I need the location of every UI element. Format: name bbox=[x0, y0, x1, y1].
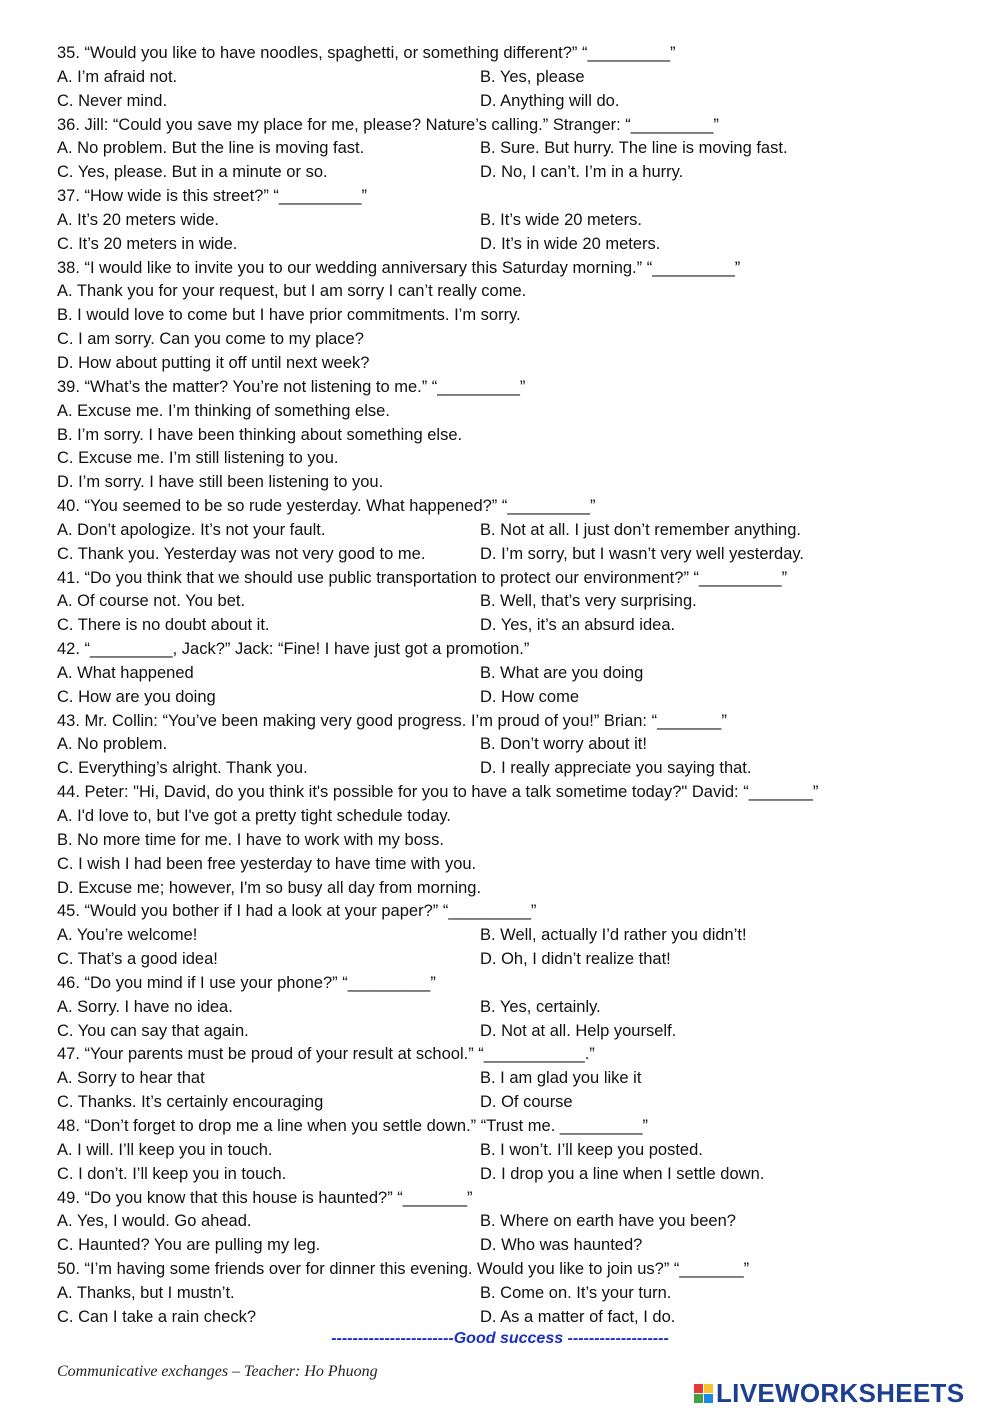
answer-option: D. Excuse me; however, I'm so busy all day from morning. bbox=[57, 878, 482, 897]
option-row bbox=[57, 543, 957, 567]
option-row bbox=[57, 948, 957, 972]
answer-option: A. Yes, I would. Go ahead. bbox=[57, 1212, 252, 1231]
option-row bbox=[57, 733, 957, 757]
answer-option: A. Sorry. I have no idea. bbox=[57, 997, 233, 1016]
option-row bbox=[57, 137, 957, 161]
option-row bbox=[57, 233, 957, 257]
answer-option: C. I am sorry. Can you come to my place? bbox=[57, 330, 364, 349]
option-row bbox=[57, 1210, 957, 1234]
question-stem: 41. “Do you think that we should use public transportation to protect our environment?” “_________” bbox=[57, 568, 788, 587]
answer-option: A. Thanks, but I mustn’t. bbox=[57, 1283, 235, 1302]
answer-option: B. Where on earth have you been? bbox=[480, 1212, 736, 1231]
answer-option: B. Well, actually I’d rather you didn’t! bbox=[480, 926, 747, 945]
answer-option: B. It’s wide 20 meters. bbox=[480, 210, 643, 229]
answer-option: D. Oh, I didn’t realize that! bbox=[480, 950, 671, 969]
option-row bbox=[57, 924, 957, 948]
option-row bbox=[57, 1163, 957, 1187]
option-row bbox=[57, 996, 957, 1020]
logo-mark-icon bbox=[694, 1384, 713, 1403]
question-stem: 37. “How wide is this street?” “_________” bbox=[57, 187, 367, 206]
answer-option: D. How about putting it off until next week? bbox=[57, 353, 370, 372]
answer-option: D. I really appreciate you saying that. bbox=[480, 759, 752, 778]
answer-option: A. I'd love to, but I've got a pretty tight schedule today. bbox=[57, 807, 451, 825]
answer-option: D. I drop you a line when I settle down. bbox=[480, 1164, 765, 1183]
answer-option: B. Don’t worry about it! bbox=[480, 735, 647, 754]
answer-option: C. Can I take a rain check? bbox=[57, 1307, 257, 1326]
answer-option: D. As a matter of fact, I do. bbox=[480, 1307, 676, 1326]
answer-option: D. Not at all. Help yourself. bbox=[480, 1021, 677, 1040]
option-row bbox=[57, 662, 957, 686]
question-stem: 50. “I’m having some friends over for dinner this evening. Would you like to join us?” “_______” bbox=[57, 1260, 750, 1279]
answer-option: B. Yes, certainly. bbox=[480, 997, 601, 1016]
answer-option: A. Excuse me. I’m thinking of something else. bbox=[57, 401, 390, 420]
answer-option: B. Not at all. I just don’t remember anything. bbox=[480, 520, 801, 539]
option-row bbox=[57, 1139, 957, 1163]
logo-square-icon bbox=[704, 1384, 713, 1393]
option-row bbox=[57, 1234, 957, 1258]
answer-option: B. Come on. It’s your turn. bbox=[480, 1283, 672, 1302]
option-row bbox=[57, 614, 957, 638]
answer-option: D. Of course bbox=[480, 1093, 573, 1112]
answer-option: D. No, I can’t. I’m in a hurry. bbox=[480, 163, 684, 182]
option-row bbox=[57, 519, 957, 543]
answer-option: D. Anything will do. bbox=[480, 91, 620, 110]
answer-option: A. It’s 20 meters wide. bbox=[57, 210, 220, 229]
logo-text: LIVEWORKSHEETS bbox=[716, 1378, 965, 1408]
answer-option: B. Yes, please bbox=[480, 67, 585, 86]
answer-option: C. Everything’s alright. Thank you. bbox=[57, 759, 308, 778]
answer-option: D. How come bbox=[480, 687, 580, 706]
answer-option: A. Thank you for your request, but I am sorry I can’t really come. bbox=[57, 282, 527, 301]
answer-option: D. I’m sorry. I have still been listening to you. bbox=[57, 473, 384, 492]
answer-option: B. I’m sorry. I have been thinking about something else. bbox=[57, 425, 463, 444]
answer-option: A. No problem. bbox=[57, 735, 168, 754]
answer-option: B. What are you doing bbox=[480, 663, 644, 682]
answer-option: D. Yes, it’s an absurd idea. bbox=[480, 616, 676, 635]
teacher-credit: Communicative exchanges – Teacher: Ho Phuong bbox=[57, 1363, 378, 1380]
answer-option: B. Sure. But hurry. The line is moving fast. bbox=[480, 139, 788, 158]
question-stem: 45. “Would you bother if I had a look at your paper?” “_________” bbox=[57, 902, 537, 921]
liveworksheets-logo[interactable] bbox=[694, 1378, 964, 1409]
answer-option: C. Thanks. It’s certainly encouraging bbox=[57, 1093, 324, 1112]
question-stem: 48. “Don’t forget to drop me a line when you settle down.” “Trust me. _________” bbox=[57, 1116, 648, 1135]
option-row bbox=[57, 686, 957, 710]
answer-option: C. You can say that again. bbox=[57, 1021, 249, 1040]
answer-option: A. I’m afraid not. bbox=[57, 67, 178, 86]
answer-option: A. Sorry to hear that bbox=[57, 1069, 205, 1088]
logo-square-icon bbox=[694, 1394, 703, 1403]
option-row bbox=[57, 90, 957, 114]
answer-option: C. Haunted? You are pulling my leg. bbox=[57, 1236, 321, 1255]
answer-option: C. It’s 20 meters in wide. bbox=[57, 234, 238, 253]
answer-option: B. I won’t. I’ll keep you posted. bbox=[480, 1140, 703, 1159]
question-stem: 42. “_________, Jack?” Jack: “Fine! I have just got a promotion.” bbox=[57, 640, 530, 659]
option-row bbox=[57, 1067, 957, 1091]
answer-option: C. I don’t. I’ll keep you in touch. bbox=[57, 1164, 287, 1183]
question-stem: 35. “Would you like to have noodles, spaghetti, or something different?” “_________” bbox=[57, 44, 676, 62]
answer-option: C. I wish I had been free yesterday to have time with you. bbox=[57, 854, 477, 873]
logo-square-icon bbox=[704, 1394, 713, 1403]
logo-square-icon bbox=[694, 1384, 703, 1393]
question-stem: 46. “Do you mind if I use your phone?” “_________” bbox=[57, 973, 436, 992]
answer-option: D. I’m sorry, but I wasn’t very well yesterday. bbox=[480, 544, 804, 563]
answer-option: D. Who was haunted? bbox=[480, 1236, 643, 1255]
answer-option: B. Well, that’s very surprising. bbox=[480, 592, 697, 611]
answer-option: C. Yes, please. But in a minute or so. bbox=[57, 163, 328, 182]
option-row bbox=[57, 590, 957, 614]
question-stem: 39. “What’s the matter? You’re not listening to me.” “_________” bbox=[57, 377, 526, 396]
answer-option: B. I would love to come but I have prior commitments. I’m sorry. bbox=[57, 306, 521, 325]
answer-option: A. What happened bbox=[57, 663, 194, 682]
answer-option: B. No more time for me. I have to work with my boss. bbox=[57, 830, 444, 849]
option-row bbox=[57, 161, 957, 185]
question-stem: 44. Peter: "Hi, David, do you think it's possible for you to have a talk sometime today?" David: “_______” bbox=[57, 783, 819, 802]
answer-option: A. I will. I’ll keep you in touch. bbox=[57, 1140, 273, 1159]
answer-option: A. Of course not. You bet. bbox=[57, 592, 246, 611]
worksheet bbox=[57, 42, 957, 1330]
option-row bbox=[57, 209, 957, 233]
answer-option: A. Don’t apologize. It’s not your fault. bbox=[57, 520, 326, 539]
option-row bbox=[57, 1306, 957, 1330]
question-stem: 38. “I would like to invite you to our wedding anniversary this Saturday morning.” “_________” bbox=[57, 258, 741, 277]
answer-option: C. Thank you. Yesterday was not very good to me. bbox=[57, 544, 426, 563]
answer-option: C. Excuse me. I’m still listening to you. bbox=[57, 449, 339, 468]
answer-option: A. No problem. But the line is moving fast. bbox=[57, 139, 365, 158]
answer-option: C. There is no doubt about it. bbox=[57, 616, 270, 635]
answer-option: C. Never mind. bbox=[57, 91, 168, 110]
answer-option: C. That’s a good idea! bbox=[57, 950, 218, 969]
question-stem: 40. “You seemed to be so rude yesterday. What happened?” “_________” bbox=[57, 497, 596, 516]
option-row bbox=[57, 1282, 957, 1306]
question-stem: 47. “Your parents must be proud of your result at school.” “___________.” bbox=[57, 1045, 595, 1064]
answer-option: B. I am glad you like it bbox=[480, 1069, 642, 1088]
answer-option: C. How are you doing bbox=[57, 687, 216, 706]
closing-line: -----------------------Good success ------------------- bbox=[331, 1330, 669, 1347]
question-stem: 36. Jill: “Could you save my place for me, please? Nature’s calling.” Stranger: “_________” bbox=[57, 115, 719, 134]
question-stem: 49. “Do you know that this house is haunted?” “_______” bbox=[57, 1188, 473, 1207]
option-row bbox=[57, 757, 957, 781]
option-row bbox=[57, 1091, 957, 1115]
question-stem: 43. Mr. Collin: “You’ve been making very good progress. I’m proud of you!” Brian: “_______” bbox=[57, 711, 727, 730]
option-row bbox=[57, 66, 957, 90]
answer-option: A. You’re welcome! bbox=[57, 926, 198, 945]
answer-option: D. It’s in wide 20 meters. bbox=[480, 234, 661, 253]
option-row bbox=[57, 1020, 957, 1044]
